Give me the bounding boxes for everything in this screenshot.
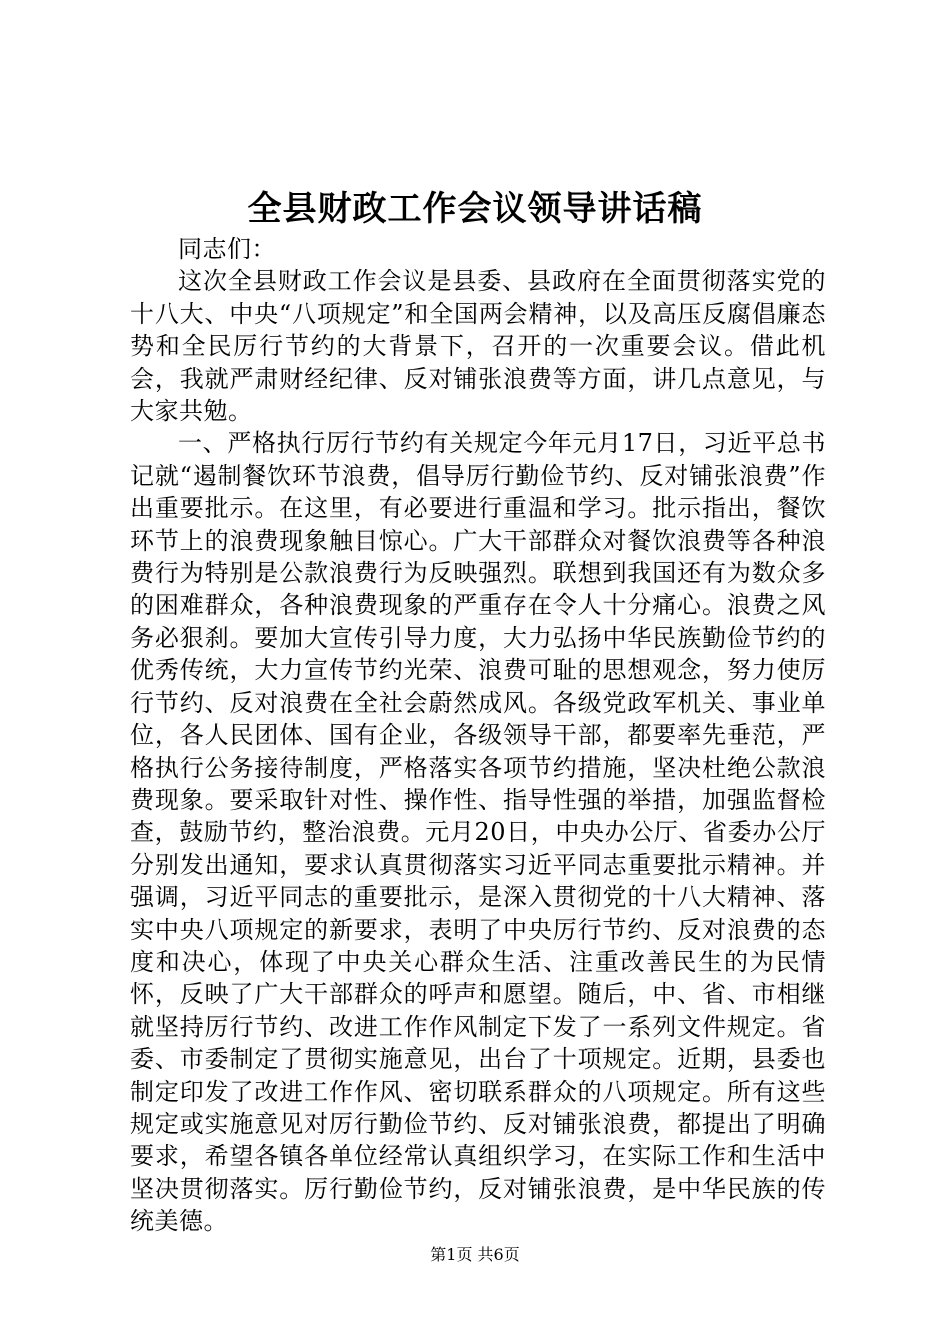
salutation: 同志们：	[178, 235, 276, 263]
paragraph-intro: 这次全县财政工作会议是县委、县政府在全面贯彻落实党的十八大、中央“八项规定”和全国两会精神，以及高压反腐倡廉态势和全民厉行节约的大背景下，召开的一次重要会议。借此机会，我就严肃财经纪律、反对铺张浪费等方面，讲几点意见，与大家共勉。	[130, 267, 826, 426]
document-body	[130, 233, 826, 1238]
paragraph-section-one: 一、严格执行厉行节约有关规定今年元月17日，习近平总书记就“遏制餐饮环节浪费，倡导厉行勤俭节约、反对铺张浪费”作出重要批示。在这里，有必要进行重温和学习。批示指出，餐饮环节上的浪费现象触目惊心。广大干部群众对餐饮浪费等各种浪费行为特别是公款浪费行为反映强烈。联想到我国还有为数众多的困难群众，各种浪费现象的严重存在令人十分痛心。浪费之风务必狠刹。要加大宣传引导力度，大力弘扬中华民族勤俭节约的优秀传统，大力宣传节约光荣、浪费可耻的思想观念，努力使厉行节约、反对浪费在全社会蔚然成风。各级党政军机关、事业单位，各人民团体、国有企业，各级领导干部，都要率先垂范，严格执行公务接待制度，严格落实各项节约措施，坚决杜绝公款浪费现象。要采取针对性、操作性、指导性强的举措，加强监督检查，鼓励节约，整治浪费。元月20日，中央办公厅、省委办公厅分别发出通知，要求认真贯彻落实习近平同志重要批示精神。并强调，习近平同志的重要批示，是深入贯彻党的十八大精神、落实中央八项规定的新要求，表明了中央厉行节约、反对浪费的态度和决心，体现了中央关心群众生活、注重改善民生的为民情怀，反映了广大干部群众的呼声和愿望。随后，中、省、市相继就坚持厉行节约、改进工作作风制定下发了一系列文件规定。省委、市委制定了贯彻实施意见，出台了十项规定。近期，县委也制定印发了改进工作作风、密切联系群众的八项规定。所有这些规定或实施意见对厉行勤俭节约、反对铺张浪费，都提出了明确要求，希望各镇各单位经常认真组织学习，在实际工作和生活中坚决贯彻落实。厉行勤俭节约，反对铺张浪费，是中华民族的传统美德。	[130, 429, 826, 1236]
page-footer: 第1页 共6页	[430, 1245, 520, 1264]
document-title: 全县财政工作会议领导讲话稿	[247, 189, 703, 229]
